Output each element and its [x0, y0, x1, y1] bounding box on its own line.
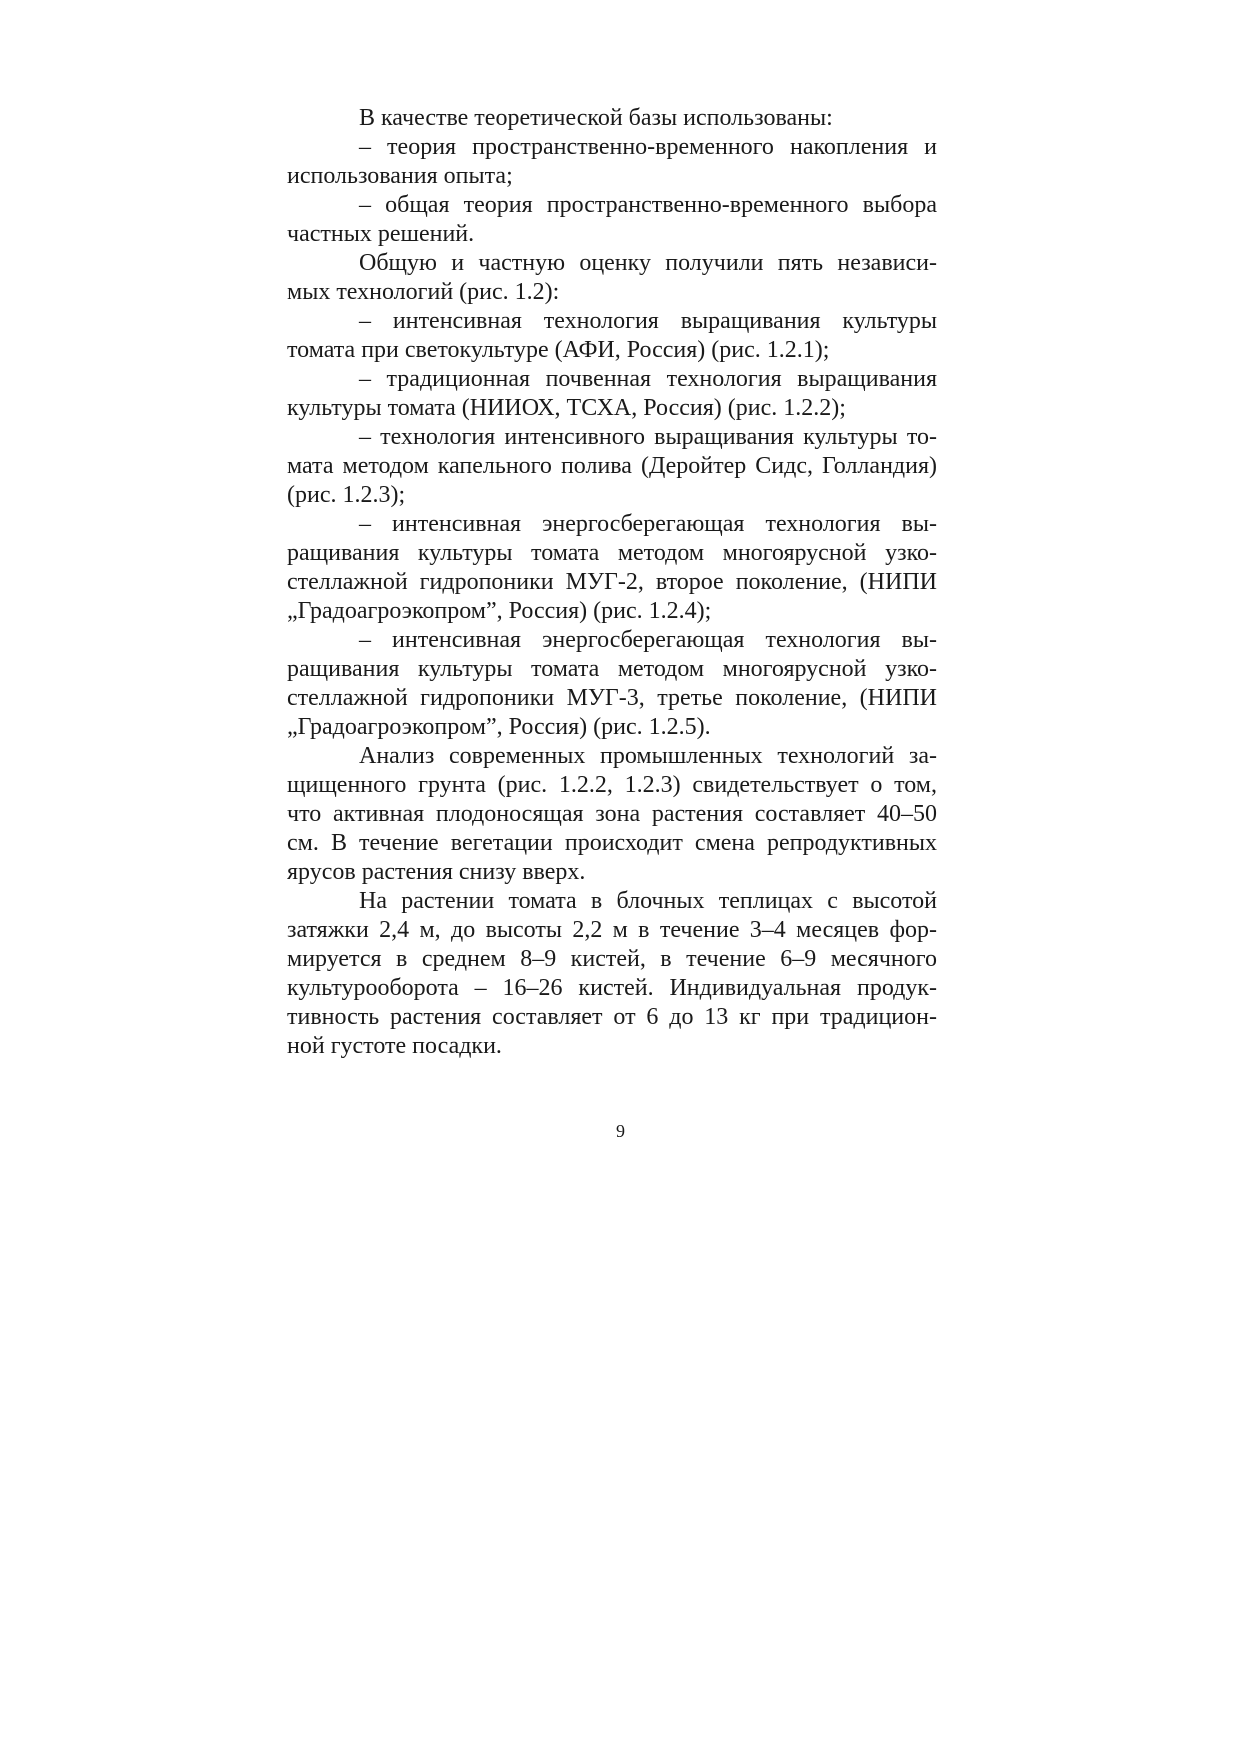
text-line: Анализ современных промышленных технологий за-	[359, 743, 937, 769]
text-line: затяжки 2,4 м, до высоты 2,2 м в течение 3–4 месяцев фор-	[287, 917, 937, 943]
text-line: стеллажной гидропоники МУГ-3, третье поколение, (НИПИ	[287, 685, 937, 711]
text-line: томата при светокультуре (АФИ, Россия) (рис. 1.2.1);	[287, 337, 830, 363]
text-line: ращивания культуры томата методом многоярусной узко-	[287, 656, 937, 682]
text-line: мируется в среднем 8–9 кистей, в течение 6–9 месячного	[287, 946, 937, 972]
text-line: „Градоагроэкопром”, Россия) (рис. 1.2.4);	[287, 598, 712, 624]
text-line: „Градоагроэкопром”, Россия) (рис. 1.2.5).	[287, 714, 711, 740]
text-line: тивность растения составляет от 6 до 13 кг при традицион-	[287, 1004, 937, 1030]
text-line: что активная плодоносящая зона растения составляет 40–50	[287, 801, 937, 827]
text-line: Общую и частную оценку получили пять независи-	[359, 250, 937, 276]
body-text	[287, 104, 937, 1061]
text-line: культуры томата (НИИОХ, ТСХА, Россия) (рис. 1.2.2);	[287, 395, 846, 421]
text-line: ращивания культуры томата методом многоярусной узко-	[287, 540, 937, 566]
text-line: На растении томата в блочных теплицах с высотой	[359, 888, 937, 914]
text-line: – традиционная почвенная технология выращивания	[359, 366, 937, 392]
text-line: ной густоте посадки.	[287, 1033, 502, 1059]
text-line: мых технологий (рис. 1.2):	[287, 279, 560, 305]
text-line: В качестве теоретической базы использованы:	[359, 105, 833, 131]
text-line: – теория пространственно-временного накопления и	[359, 134, 937, 160]
text-line: стеллажной гидропоники МУГ-2, второе поколение, (НИПИ	[287, 569, 937, 595]
text-line: – технология интенсивного выращивания культуры то-	[359, 424, 937, 450]
text-line: – интенсивная технология выращивания культуры	[359, 308, 937, 334]
text-line: культурооборота – 16–26 кистей. Индивидуальная продук-	[287, 975, 937, 1001]
text-line: использования опыта;	[287, 163, 513, 189]
text-line: (рис. 1.2.3);	[287, 482, 406, 508]
text-line: ярусов растения снизу вверх.	[287, 859, 586, 885]
text-line: – интенсивная энергосберегающая технология вы-	[359, 627, 937, 653]
text-line: – общая теория пространственно-временного выбора	[359, 192, 937, 218]
page-number: 9	[616, 1121, 625, 1141]
text-line: см. В течение вегетации происходит смена репродуктивных	[287, 830, 937, 856]
text-line: – интенсивная энергосберегающая технология вы-	[359, 511, 937, 537]
text-line: мата методом капельного полива (Деройтер Сидс, Голландия)	[287, 453, 937, 479]
text-line: частных решений.	[287, 221, 475, 247]
text-line: щищенного грунта (рис. 1.2.2, 1.2.3) свидетельствует о том,	[287, 772, 937, 798]
